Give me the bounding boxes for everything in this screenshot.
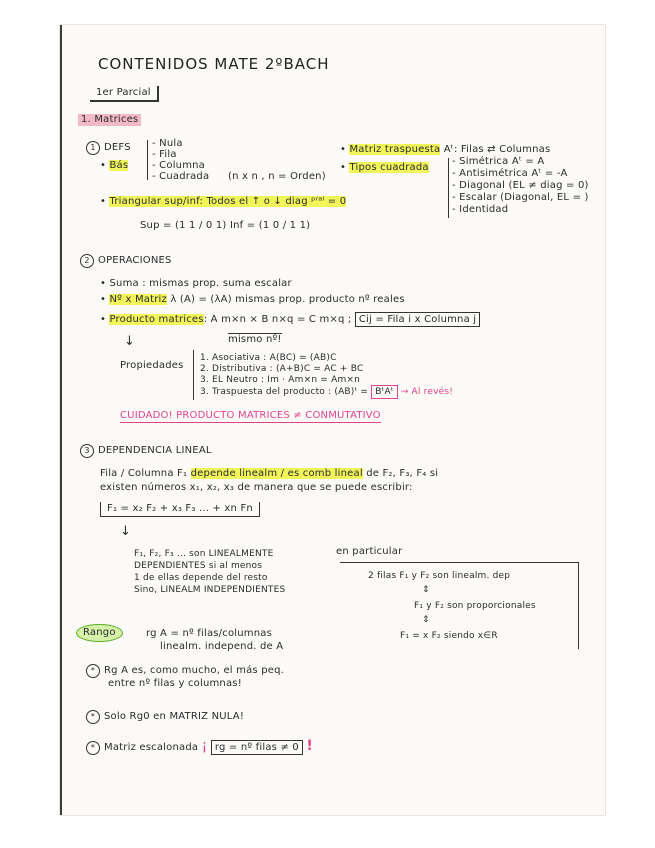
al-reves: → Al revés! [400, 387, 454, 397]
note-2-line1: Solo Rg0 en MATRIZ NULA! [104, 711, 245, 722]
traspuesta-def: Aᵗ: Filas ⇄ Columnas [443, 144, 551, 155]
bfat-box: BᵗAᵗ [371, 385, 397, 399]
dep-text-3: 1 de ellas depende del resto [134, 573, 268, 583]
parcial-text: 1er Parcial [96, 87, 151, 98]
note-2-mark: * [86, 710, 100, 724]
dep-line1a: Fila / Columna F₁ [100, 468, 188, 479]
suma-line: • Suma : mismas prop. suma escalar [100, 278, 292, 289]
sup-example: Sup = (1 1 / 0 1) [140, 220, 227, 231]
tipo-escalar: - Escalar (Diagonal, EL = ) [452, 192, 589, 203]
dep-text-2: DEPENDIENTES si al menos [134, 561, 263, 571]
part-line-4: ⇕ [422, 615, 430, 625]
dep-formula [100, 502, 260, 517]
tipo-diagonal: - Diagonal (EL ≠ diag = 0) [452, 180, 589, 191]
note-3-line1: Matriz escalonada [104, 742, 202, 753]
bas-item-nula: - Nula [152, 138, 183, 149]
propiedades-label: Propiedades [120, 360, 184, 371]
bas-bracket [147, 140, 148, 180]
dep-line1b: depende linealm / es comb lineal [190, 468, 363, 479]
producto-label: Producto matrices [109, 314, 204, 325]
dep-formula-text: F₁ = x₂ F₂ + x₃ F₃ ... + xn Fn [107, 503, 253, 514]
cuadrada-note: (n x n , n = Orden) [228, 171, 326, 182]
nxmatriz-label: Nº x Matriz [109, 294, 167, 305]
bas-label: • Bás [100, 160, 129, 171]
bas-item-fila: - Fila [152, 149, 177, 160]
dep-line1 [100, 468, 438, 480]
triangular-line: • Triangular sup/inf: Todos el ↑ o ↓ diag ᵖʳᵃˡ = 0 [100, 196, 347, 207]
parcial-label [90, 86, 159, 102]
note-1-line2: entre nº filas y columnas! [108, 678, 242, 689]
prop-asociativa: 1. Asociativa : A(BC) = (AB)C [200, 353, 337, 363]
producto-box: Cij = Fila i x Columna j [355, 312, 480, 327]
tipos-line: • Tipos cuadrada [340, 162, 429, 173]
props-bracket [193, 350, 194, 400]
rango-label: Rango [76, 624, 123, 642]
producto-formula: : A m×n × B n×q = C m×q [203, 314, 345, 325]
part-line-2: ⇕ [422, 585, 430, 595]
excl-left: ¡ [201, 738, 208, 754]
mismo-note: mismo nº! [228, 334, 282, 345]
dep-arrow: ↓ [120, 524, 132, 539]
page-left-edge [60, 25, 62, 815]
triangular-text: Triangular sup/inf: Todos el ↑ o ↓ diag ᵖʳᵃˡ = 0 [109, 196, 347, 207]
suma-text: Suma : mismas prop. suma escalar [109, 278, 292, 289]
part-line-5: F₁ = x F₂ siendo x∈R [400, 631, 498, 641]
traspuesta-line: • Matriz traspuesta Aᵗ: Filas ⇄ Columnas [340, 144, 551, 155]
escalonada-box: rg = nº filas ≠ 0 [211, 740, 303, 755]
part-line-1: 2 filas F₁ y F₂ son linealm. dep [368, 571, 511, 581]
dep-text-4: Sino, LINEALM INDEPENDIENTES [134, 585, 286, 595]
rango-line2: linealm. independ. de A [160, 641, 284, 652]
prop-traspuesta [200, 386, 453, 398]
defs-number: 1 [86, 141, 100, 155]
inf-example: Inf = (1 0 / 1 1) [230, 220, 311, 231]
particular-label: en particular [336, 546, 403, 557]
section2-number: 2 [80, 254, 94, 268]
note-3 [86, 740, 313, 755]
rango-line1: rg A = nº filas/columnas [146, 628, 273, 639]
prop-distributiva: 2. Distributiva : (A+B)C = AC + BC [200, 364, 364, 374]
dep-line2: existen números x₁, x₂, x₃ de manera que se puede escribir: [100, 482, 413, 493]
note-1 [86, 664, 284, 678]
cuidado-warning: CUIDADO! PRODUCTO MATRICES ≠ CONMUTATIVO [120, 410, 381, 421]
dep-line1c: de F₂, F₃, F₄ si [366, 468, 439, 479]
prop-neutro: 3. EL Neutro : Im · Am×n = Am×n [200, 375, 361, 385]
section3-label: DEPENDENCIA LINEAL [98, 445, 212, 456]
dep-text-1: F₁, F₂, F₃ ... son LINEALMENTE [134, 549, 274, 559]
traspuesta-label: Matriz traspuesta [349, 144, 441, 155]
tipo-simetrica: - Simétrica Aᵗ = A [452, 156, 545, 167]
part-line-3: F₁ y F₂ son proporcionales [414, 601, 536, 611]
section3-heading [80, 444, 212, 458]
note-2 [86, 710, 244, 724]
section1-label: 1. Matrices [78, 114, 141, 126]
note-1-line1: Rg A es, como mucho, el más peq. [104, 665, 285, 676]
defs-label: DEFS [104, 142, 131, 153]
defs-heading [86, 141, 131, 155]
note-3-mark: * [86, 741, 100, 755]
excl-right: ! [306, 738, 313, 754]
tipo-antisimetrica: - Antisimétrica Aᵗ = -A [452, 168, 568, 179]
section3-number: 3 [80, 444, 94, 458]
tipos-label: Tipos cuadrada [349, 162, 429, 173]
page-title: CONTENIDOS MATE 2ºBACH [98, 55, 330, 73]
bas-text: Bás [109, 160, 129, 171]
producto-arrow: ↓ [124, 334, 136, 349]
tipos-bracket [448, 158, 449, 218]
note-1-mark: * [86, 664, 100, 678]
producto-line: • Producto matrices: A m×n × B n×q = C m×q ; Cij = Fila i x Columna j [100, 314, 480, 326]
tipo-identidad: - Identidad [452, 204, 509, 215]
section2-heading [80, 254, 172, 268]
section2-label: OPERACIONES [98, 255, 172, 266]
bas-item-cuadrada: - Cuadrada [152, 171, 210, 182]
nxmatriz-line: • Nº x Matriz λ (A) = (λA) mismas prop. producto nº reales [100, 294, 405, 305]
prop-traspuesta-text: 3. Traspuesta del producto : (AB)ᵗ = [200, 387, 372, 397]
bas-item-columna: - Columna [152, 160, 206, 171]
nxmatriz-rest: λ (A) = (λA) mismas prop. producto nº reales [170, 294, 405, 305]
